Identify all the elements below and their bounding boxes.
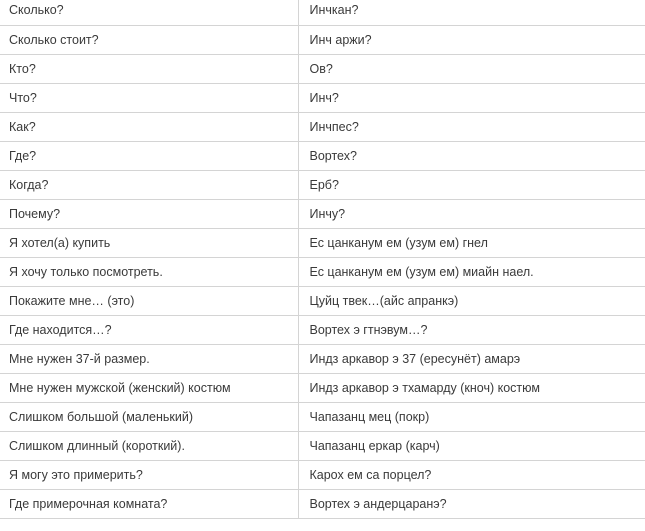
russian-phrase-cell: Где примерочная комната?: [0, 489, 298, 518]
armenian-phrase-cell: Карох ем са порцел?: [298, 460, 645, 489]
table-row: [0, 25, 645, 54]
table-row: [0, 54, 645, 83]
armenian-phrase-cell: Инчпес?: [298, 112, 645, 141]
armenian-phrase-cell: Вортех э гтнэвум…?: [298, 315, 645, 344]
russian-phrase-cell: Когда?: [0, 170, 298, 199]
table-row: [0, 199, 645, 228]
russian-phrase-cell: Слишком большой (маленький): [0, 402, 298, 431]
armenian-phrase-cell: Инч?: [298, 83, 645, 112]
armenian-phrase-cell: Индз аркавор э 37 (ересунёт) амарэ: [298, 344, 645, 373]
armenian-phrase-cell: Инчкан?: [298, 0, 645, 25]
russian-phrase-cell: Я могу это примерить?: [0, 460, 298, 489]
russian-phrase-cell: Что?: [0, 83, 298, 112]
table-row: [0, 373, 645, 402]
table-row: [0, 141, 645, 170]
table-row: [0, 402, 645, 431]
table-row: [0, 228, 645, 257]
table-row: [0, 83, 645, 112]
table-row: [0, 170, 645, 199]
russian-phrase-cell: Я хотел(а) купить: [0, 228, 298, 257]
armenian-phrase-cell: Цуйц твек…(айс апранкэ): [298, 286, 645, 315]
armenian-phrase-cell: Ес цанканум ем (узум ем) гнел: [298, 228, 645, 257]
russian-phrase-cell: Слишком длинный (короткий).: [0, 431, 298, 460]
table-row: [0, 112, 645, 141]
armenian-phrase-cell: Вортех э андерцаранэ?: [298, 489, 645, 518]
armenian-phrase-cell: Индз аркавор э тхамарду (кноч) костюм: [298, 373, 645, 402]
table-row: [0, 286, 645, 315]
armenian-phrase-cell: Вортех?: [298, 141, 645, 170]
russian-phrase-cell: Мне нужен мужской (женский) костюм: [0, 373, 298, 402]
armenian-phrase-cell: Инчу?: [298, 199, 645, 228]
table-row: [0, 489, 645, 518]
russian-phrase-cell: Как?: [0, 112, 298, 141]
table-row: [0, 460, 645, 489]
russian-phrase-cell: Почему?: [0, 199, 298, 228]
table-row: [0, 0, 645, 25]
russian-phrase-cell: Сколько стоит?: [0, 25, 298, 54]
table-row: [0, 344, 645, 373]
armenian-phrase-cell: Ерб?: [298, 170, 645, 199]
russian-phrase-cell: Мне нужен 37-й размер.: [0, 344, 298, 373]
table-row: [0, 431, 645, 460]
table-row: [0, 315, 645, 344]
russian-phrase-cell: Сколько?: [0, 0, 298, 25]
armenian-phrase-cell: Чапазанц мец (покр): [298, 402, 645, 431]
russian-phrase-cell: Покажите мне… (это): [0, 286, 298, 315]
table-row: [0, 257, 645, 286]
russian-phrase-cell: Где находится…?: [0, 315, 298, 344]
armenian-phrase-cell: Ес цанканум ем (узум ем) миайн наел.: [298, 257, 645, 286]
armenian-phrase-cell: Ов?: [298, 54, 645, 83]
russian-phrase-cell: Кто?: [0, 54, 298, 83]
armenian-phrase-cell: Чапазанц еркар (карч): [298, 431, 645, 460]
armenian-phrase-cell: Инч аржи?: [298, 25, 645, 54]
russian-phrase-cell: Где?: [0, 141, 298, 170]
russian-phrase-cell: Я хочу только посмотреть.: [0, 257, 298, 286]
